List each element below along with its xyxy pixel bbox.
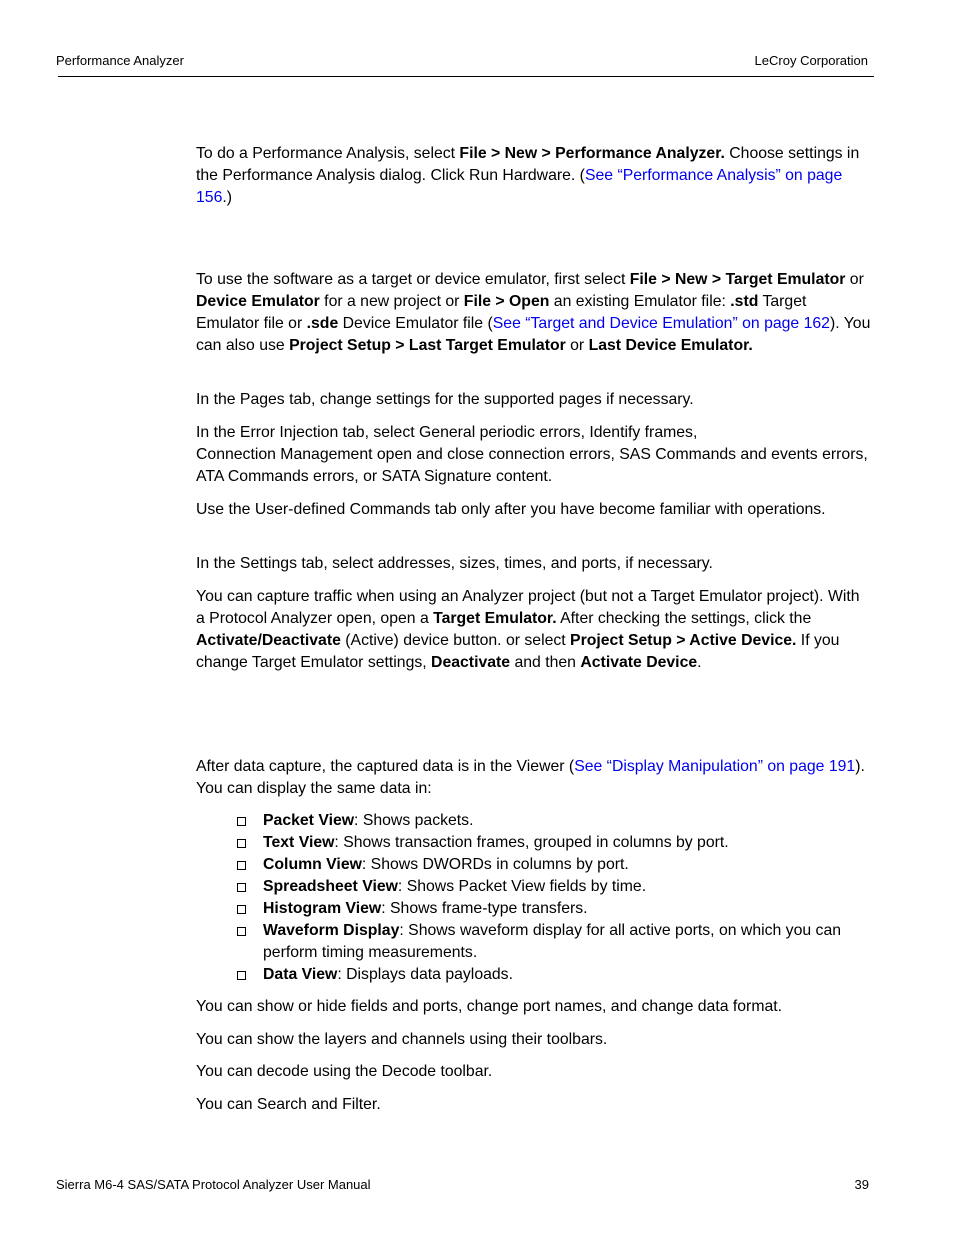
bold-text: Packet View <box>263 812 355 829</box>
list-item <box>236 832 872 854</box>
text: Choose settings in the Performance Analysis dialog. Click Run Hardware. ( <box>196 145 860 184</box>
bold-text: Target Emulator. <box>433 610 557 627</box>
text: To do a Performance Analysis, select <box>196 145 460 162</box>
bold-text: Histogram View <box>263 900 382 917</box>
bold-text: Waveform Display <box>263 922 400 939</box>
bold-text: Data View <box>263 966 338 983</box>
paragraph-search-filter: You can Search and Filter. <box>196 1096 381 1113</box>
text: or <box>565 337 589 354</box>
checkbox-bullet-icon <box>237 839 246 848</box>
bold-text: Deactivate <box>431 654 511 671</box>
text: After checking the settings, click the <box>556 610 812 627</box>
bold-text: Last Device Emulator. <box>588 337 753 354</box>
text: : Displays data payloads. <box>337 966 513 983</box>
link-target-device-emulation[interactable]: See “Target and Device Emulation” on page 162 <box>492 315 830 332</box>
text: or <box>845 271 864 288</box>
text: ). You can also use <box>196 315 871 354</box>
paragraph-viewer <box>196 756 872 800</box>
paragraph-error-injection <box>196 422 872 488</box>
text: In the Error Injection tab, select General periodic errors, Identify frames, <box>196 424 698 441</box>
bold-text: Device Emulator <box>196 293 320 310</box>
text: Device Emulator file ( <box>338 315 493 332</box>
paragraph-capture-traffic <box>196 586 872 674</box>
bold-text: Activate Device <box>580 654 698 671</box>
checkbox-bullet-icon <box>237 861 246 870</box>
text: : Shows Packet View fields by time. <box>397 878 647 895</box>
list-item <box>236 898 872 920</box>
text: an existing Emulator file: <box>549 293 731 310</box>
header-divider <box>58 76 874 77</box>
page-number: 39 <box>854 1177 869 1192</box>
text: Connection Management open and close connection errors, SAS Commands and events errors, ATA Commands errors, or SATA Signature content. <box>196 446 868 485</box>
paragraph-decode: You can decode using the Decode toolbar. <box>196 1063 493 1080</box>
link-performance-analysis[interactable]: See “Performance Analysis” on page 156 <box>196 167 843 206</box>
header-company: LeCroy Corporation <box>754 53 868 68</box>
text: ). You can display the same data in: <box>196 758 865 797</box>
list-item <box>236 876 872 898</box>
text: You can capture traffic when using an Analyzer project (but not a Target Emulator project). With a Protocol Analyzer open, open a <box>196 588 860 627</box>
bold-text: Activate/Deactivate <box>196 632 341 649</box>
bold-text: Text View <box>263 834 335 851</box>
bold-text: .sde <box>306 315 339 332</box>
checkbox-bullet-icon <box>237 883 246 892</box>
list-item <box>236 810 872 832</box>
bold-text: .std <box>730 293 759 310</box>
text: . <box>697 654 702 671</box>
paragraph-layers-channels: You can show the layers and channels using their toolbars. <box>196 1031 608 1048</box>
checkbox-bullet-icon <box>237 971 246 980</box>
text: : Shows frame-type transfers. <box>381 900 588 917</box>
text: Target Emulator file or <box>196 293 807 332</box>
bold-text: File > New > Target Emulator <box>629 271 846 288</box>
paragraph-settings-tab: In the Settings tab, select addresses, sizes, times, and ports, if necessary. <box>196 555 713 572</box>
bold-text: File > Open <box>463 293 550 310</box>
text: : Shows DWORDs in columns by port. <box>361 856 629 873</box>
text: : Shows transaction frames, grouped in columns by port. <box>334 834 729 851</box>
footer-manual-title: Sierra M6-4 SAS/SATA Protocol Analyzer User Manual <box>56 1177 371 1192</box>
text: (Active) device button. or select <box>340 632 571 649</box>
text: If you change Target Emulator settings, <box>196 632 840 671</box>
paragraph-performance-analysis <box>196 143 872 209</box>
bold-text: Project Setup > Last Target Emulator <box>289 337 566 354</box>
list-item <box>236 964 872 986</box>
checkbox-bullet-icon <box>237 905 246 914</box>
bold-text: File > New > Performance Analyzer. <box>459 145 725 162</box>
paragraph-fields-ports: You can show or hide fields and ports, change port names, and change data format. <box>196 998 783 1015</box>
paragraph-user-defined-commands: Use the User-defined Commands tab only after you have become familiar with operations. <box>196 501 826 518</box>
checkbox-bullet-icon <box>237 927 246 936</box>
checkbox-bullet-icon <box>237 817 246 826</box>
link-display-manipulation[interactable]: See “Display Manipulation” on page 191 <box>574 758 856 775</box>
bold-text: Spreadsheet View <box>263 878 398 895</box>
text: : Shows waveform display for all active ports, on which you can perform timing measurements. <box>263 922 842 961</box>
view-list <box>236 810 872 986</box>
list-item <box>236 920 872 964</box>
text: : Shows packets. <box>354 812 474 829</box>
text: .) <box>222 189 233 206</box>
text: To use the software as a target or device emulator, first select <box>196 271 630 288</box>
paragraph-emulator <box>196 269 872 357</box>
text: for a new project or <box>319 293 464 310</box>
text: After data capture, the captured data is in the Viewer ( <box>196 758 575 775</box>
paragraph-pages-tab: In the Pages tab, change settings for the supported pages if necessary. <box>196 391 694 408</box>
bold-text: Project Setup > Active Device. <box>570 632 797 649</box>
header-title: Performance Analyzer <box>56 53 184 68</box>
list-item <box>236 854 872 876</box>
bold-text: Column View <box>263 856 362 873</box>
text: and then <box>510 654 581 671</box>
